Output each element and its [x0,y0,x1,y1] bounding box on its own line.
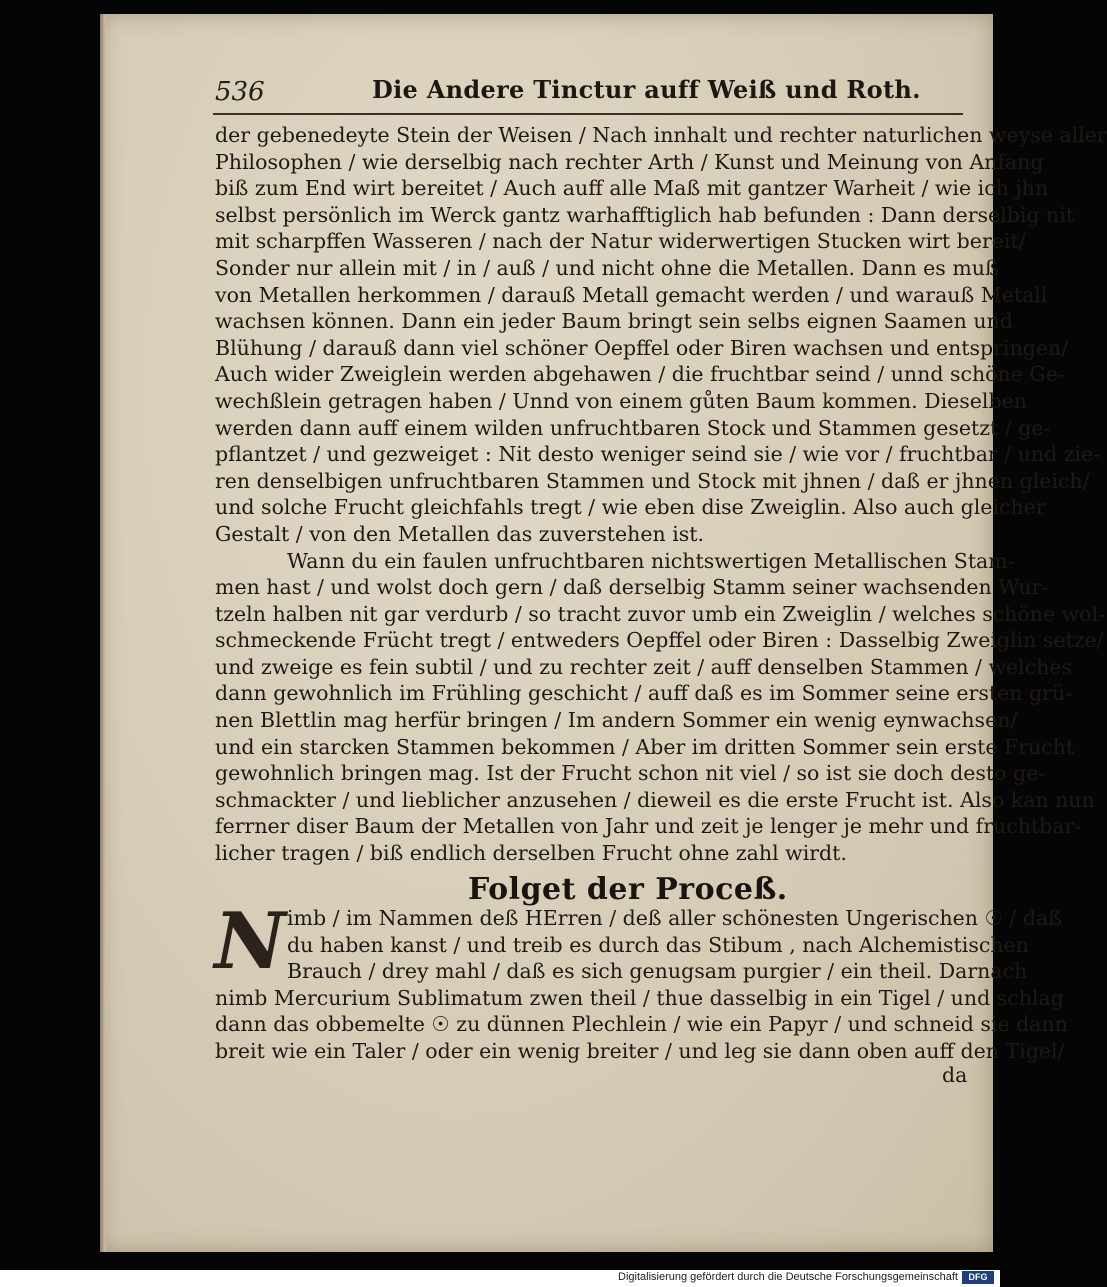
page-number: 536 [215,77,265,107]
text-line: wechßlein getragen haben / Unnd von einem gůten Baum kommen. Dieselben [215,388,1027,413]
process-text [214,896,1068,1065]
text-line: breit wie ein Taler / oder ein wenig breiter / und leg sie dann oben auff den Tigel/ [215,1038,1065,1063]
text-line: Wann du ein faulen unfruchtbaren nichtswertigen Metallischen Stam- [287,548,1015,573]
text-line: dann gewohnlich im Frühling geschicht / auff daß es im Sommer seine ersten grü- [215,681,1073,706]
text-line: und ein starcken Stammen bekommen / Aber im dritten Sommer sein erste Frucht [215,734,1075,759]
text-line: imb / im Nammen deß HErren / deß aller schönesten Ungerischen ☉ / daß [287,906,1062,930]
text-line: Blühung / darauß dann viel schöner Oepffel oder Biren wachsen und entspringen/ [215,335,1069,360]
dfg-logo: DFG [962,1271,994,1284]
text-line: Philosophen / wie derselbig nach rechter Arth / Kunst und Meinung von Anfang [215,149,1044,174]
text-line: Brauch / drey mahl / daß es sich genugsam purgier / ein theil. Darnach [287,959,1028,984]
footer-credit: Digitalisierung gefördert durch die Deutsche Forschungsgemeinschaft [618,1271,958,1283]
text-line: biß zum End wirt bereitet / Auch auff alle Maß mit gantzer Warheit / wie ich jhn [215,176,1049,201]
page-gutter-edge [100,14,106,1252]
text-line: ren denselbigen unfruchtbaren Stammen und Stock mit jhnen / daß er jhnen gleich/ [215,468,1090,493]
text-line: Auch wider Zweiglein werden abgehawen / die fruchtbar seind / unnd schöne Ge- [215,362,1065,387]
text-line: tzeln halben nit gar verdurb / so tracht zuvor umb ein Zweiglin / welches schöne wol- [215,601,1105,626]
text-line: von Metallen herkommen / darauß Metall gemacht werden / und warauß Metall [215,282,1048,307]
text-line: Sonder nur allein mit / in / auß / und nicht ohne die Metallen. Dann es muß [215,255,999,280]
text-line: der gebenedeyte Stein der Weisen / Nach innhalt und rechter naturlichen weyse aller [215,123,1107,147]
text-line: ferrner diser Baum der Metallen von Jahr und zeit je lenger je mehr und fruchtbar- [215,814,1082,839]
text-line: licher tragen / biß endlich derselben Frucht ohne zahl wirdt. [215,841,847,866]
section-heading: Folget der Proceß. [468,872,788,907]
text-line: schmackter / und lieblicher anzusehen / dieweil es die erste Frucht ist. Also kan nun [215,787,1095,812]
text-line: und solche Frucht gleichfahls tregt / wie eben dise Zweiglin. Also auch gleicher [215,495,1046,520]
text-line: schmeckende Frücht tregt / entweders Oepffel oder Biren : Dasselbig Zweiglin setze/ [215,628,1104,653]
text-line: men hast / und wolst doch gern / daß derselbig Stamm seiner wachsenden Wur- [215,575,1049,600]
text-line: dann das obbemelte ☉ zu dünnen Plechlein / wie ein Papyr / und schneid sie dann [215,1012,1068,1037]
text-line: und zweige es fein subtil / und zu rechter zeit / auff denselben Stammen / welches [215,654,1073,679]
text-line: du haben kanst / und treib es durch das Stibum , nach Alchemistischen [287,932,1029,957]
catchword: da [942,1063,968,1087]
text-line: wachsen können. Dann ein jeder Baum bringt sein selbs eignen Saamen und [215,309,1013,334]
decorated-initial: N [214,896,286,987]
text-line: nimb Mercurium Sublimatum zwen theil / thue dasselbig in ein Tigel / und schlag [215,985,1064,1010]
text-line: Gestalt / von den Metallen das zuverstehen ist. [215,521,705,546]
body-text [215,122,1107,867]
text-line: nen Blettlin mag herfür bringen / Im andern Sommer ein wenig eynwachsen/ [215,708,1018,733]
running-head: Die Andere Tinctur auff Weiß und Roth. [372,75,921,104]
header-rule [213,113,963,115]
text-line: werden dann auff einem wilden unfruchtbaren Stock und Stammen gesetzt / ge- [215,415,1051,440]
text-line: pflantzet / und gezweiget : Nit desto weniger seind sie / wie vor / fruchtbar / und zie- [215,442,1101,467]
text-line: gewohnlich bringen mag. Ist der Frucht schon nit viel / so ist sie doch desto ge- [215,761,1046,786]
text-line: selbst persönlich im Werck gantz warhafftiglich hab befunden : Dann derselbig nit [215,202,1075,227]
text-line: mit scharpffen Wasseren / nach der Natur widerwertigen Stucken wirt bereit/ [215,229,1026,254]
